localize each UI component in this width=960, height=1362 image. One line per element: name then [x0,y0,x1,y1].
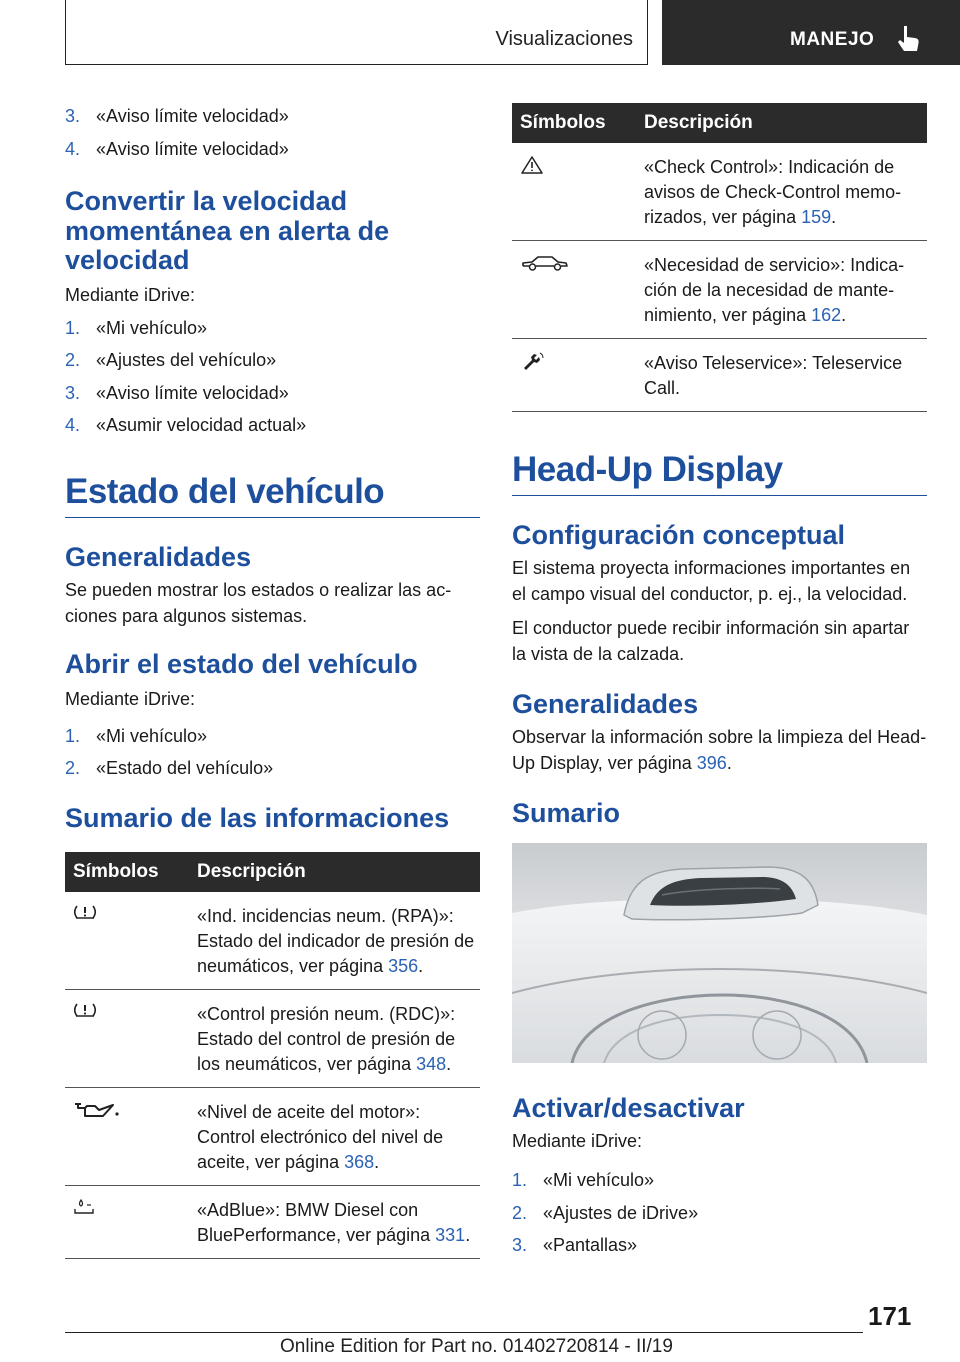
symbols-table-right [512,103,927,412]
convert-intro: Mediante iDrive: [65,284,196,305]
right-column [512,103,927,1262]
page-link-348[interactable]: 348 [416,1053,447,1074]
toggle-intro: Mediante iDrive: [512,1131,643,1151]
table-row: «Ind. incidencias neum. (RPA)»: Estado del indicador de presión de neumáticos, ver página 356. [65,892,480,990]
page-link-331[interactable]: 331 [435,1224,466,1245]
page-link-396[interactable]: 396 [696,753,727,773]
list-item: 2. «Estado del vehículo» [65,758,274,778]
page-number: 171 [868,1301,912,1331]
hud-general-text: Observar la información sobre la limpieza del Head-Up Display, ver página 396. [512,727,927,773]
list-item: 2. «Ajustes del vehículo» [65,350,277,370]
column-header-description: Descripción [197,852,480,892]
list-item: 4. «Asumir velocidad actual» [65,415,307,435]
speed-warning-steps-continued [65,100,480,165]
toggle-heading: Activar/desactivar [512,1093,745,1123]
header-section-box [65,0,648,65]
table-row: «Necesidad de servicio»: Indicación de la necesidad de mantenimiento, ver página 162. [512,241,927,339]
convert-steps [65,312,480,442]
page-link-356[interactable]: 356 [388,955,419,976]
footer-divider [65,1332,863,1333]
tire-pressure-icon [73,904,97,922]
hud-general-heading: Generalidades [512,689,699,719]
service-car-icon [520,253,570,273]
convert-speed-heading: Convertir la velocidad momentánea en alerta de velocidad [65,186,390,275]
list-item: 3. «Pantallas» [512,1235,638,1255]
hand-pointer-icon [895,24,921,54]
adblue-icon [73,1198,95,1216]
general-heading: Generalidades [65,541,252,572]
header-section-title: Visualizaciones [495,28,633,50]
table-row: «Aviso Teleservice»: Teleservice Call. [512,339,927,412]
concept-text-1: El sistema proyecta informaciones importantes en el campo visual del conductor, p. ej., la velocidad. [512,558,911,604]
hud-title: Head-Up Display [512,450,927,496]
left-column [65,100,480,1259]
page-link-162[interactable]: 162 [811,305,842,325]
vehicle-status-title: Estado del vehículo [65,472,480,518]
list-item: 1. «Mi vehículo» [65,317,208,338]
toggle-steps [512,1164,927,1262]
hud-summary-heading: Sumario [512,798,621,828]
open-status-steps [65,720,480,785]
column-header-symbols: Símbolos [65,852,197,892]
symbols-table-left [65,852,480,1259]
info-summary-heading: Sumario de las informaciones [65,802,450,833]
hud-dashboard-photo [512,843,927,1063]
list-item: 1. «Mi vehículo» [512,1170,655,1190]
page-link-368[interactable]: 368 [344,1151,375,1172]
oil-can-icon [73,1100,121,1120]
list-item: 4. «Aviso límite velocidad» [65,138,289,159]
table-row: «Control presión neum. (RDC)»: Estado del control de presión de los neumáticos, ver página 348. [65,989,480,1087]
list-item: 1. «Mi vehículo» [65,725,208,746]
tire-pressure-icon [73,1002,97,1020]
concept-text-2: El conductor puede recibir información sin apartar la vista de la calzada. [512,618,910,664]
open-status-intro: Mediante iDrive: [65,688,196,709]
warning-triangle-icon [520,155,544,175]
table-row: «Check Control»: Indicación de avisos de Check-Control memorizados, ver página 159. [512,143,927,241]
list-item: 2. «Ajustes de iDrive» [512,1202,699,1223]
edition-text: Online Edition for Part no. 01402720814 - II/19 [280,1336,673,1357]
table-row: «Nivel de aceite del motor»: Control electrónico del nivel de aceite, ver página 368. [65,1087,480,1185]
column-header-description: Descripción [644,103,927,143]
general-text: Se pueden mostrar los estados o realizar las acciones para algunos sistemas. [65,579,452,626]
list-item: 3. «Aviso límite velocidad» [65,382,289,403]
page-link-159[interactable]: 159 [801,207,832,227]
teleservice-icon [520,351,546,371]
column-header-symbols: Símbolos [512,103,644,143]
table-row: «AdBlue»: BMW Diesel con BluePerformance, ver página 331. [65,1185,480,1258]
open-status-heading: Abrir el estado del vehículo [65,648,418,679]
header-chapter-box [662,0,960,65]
header-chapter-title: MANEJO [790,29,875,50]
list-item: 3. «Aviso límite velocidad» [65,106,289,126]
concept-heading: Configuración conceptual [512,520,846,550]
